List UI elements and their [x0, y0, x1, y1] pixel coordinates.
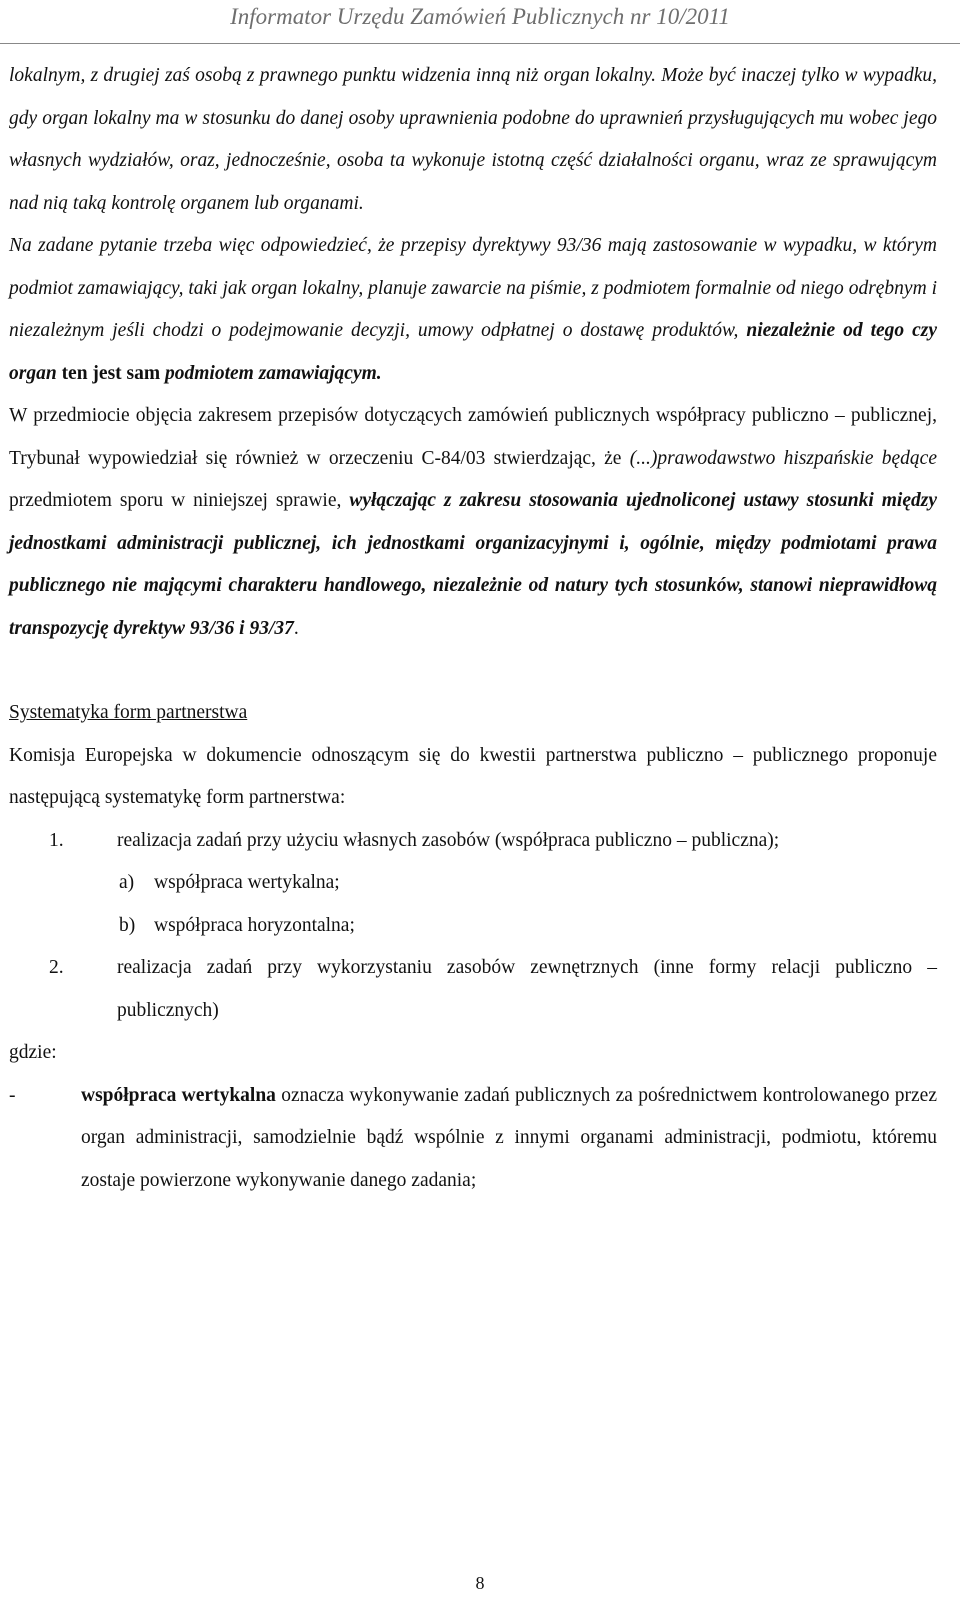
list-item-number: 2. [49, 957, 64, 978]
spacer [9, 650, 937, 692]
paragraph-3-quote-start: (...)prawodawstwo hiszpańskie będące [629, 447, 937, 469]
definition-term: współpraca wertykalna [81, 1084, 276, 1106]
list-item-text: realizacja zadań przy wykorzystaniu zasobów zewnętrznych (inne formy relacji publiczno – publicznych) [117, 957, 937, 1021]
list-item-number: 1. [49, 829, 64, 851]
paragraph-3-end: . [293, 617, 299, 639]
sub-list-item-text: współpraca horyzontalna; [154, 914, 355, 936]
list-item [9, 820, 937, 863]
section-heading-text: Systematyka form partnerstwa [9, 702, 248, 723]
paragraph-1: lokalnym, z drugiej zaś osobą z prawnego punktu widzenia inną niż organ lokalny. Może być inaczej tylko w wypadku, gdy organ lokalny ma w stosunku do danej osoby uprawnienia podobne do uprawnień przysługujących mu wobec jego własnych wydziałów, oraz, jednocześnie, osoba ta wykonuje istotną część działalności organu, wraz ze sprawującym nad nią taką kontrolę organem lub organami. [9, 65, 937, 214]
paragraph-2-bold: ten jest sam [61, 362, 161, 384]
sub-list-item [9, 905, 937, 948]
definition-item [9, 1075, 937, 1203]
section-intro: Komisja Europejska w dokumencie odnoszącym się do kwestii partnerstwa publiczno – publicznego proponuje następującą systematykę form partnerstwa: [9, 744, 937, 808]
definition-dash: - [9, 1084, 16, 1106]
paragraph-3-text: W przedmiocie objęcia zakresem przepisów dotyczących zamówień publicznych współpracy publiczno – publicznej, Trybunał wypowiedział się również w orzeczeniu C-84/03 stwierdzając, że [9, 405, 937, 469]
list-item-text: realizacja zadań przy użyciu własnych zasobów (współpraca publiczno – publiczna); [117, 829, 780, 851]
paragraph-2-text: Na zadane pytanie trzeba więc odpowiedzieć, że przepisy dyrektywy 93/36 mają zastosowanie w wypadku, w którym podmiot zamawiający, taki jak organ lokalny, planuje zawarcie na piśmie, z podmiotem formalnie od niego odrębnym i niezależnym jeśli chodzi o podejmowanie decyzji, umowy odpłatnej o dostawę produktów, [9, 235, 937, 341]
page-number: 8 [475, 1573, 485, 1593]
running-header: Informator Urzędu Zamówień Publicznych nr 10/2011 [230, 4, 730, 29]
paragraph-2 [9, 225, 937, 395]
paragraph-2-emphasis: niezależnie od tego czy organ [9, 320, 937, 384]
list-item [9, 947, 937, 1032]
paragraph-2-emphasis-end: podmiotem zamawiającym. [165, 362, 382, 384]
sub-list-item [9, 862, 937, 905]
header-rule [0, 43, 960, 44]
page-body [9, 55, 937, 1202]
section-heading [9, 692, 937, 735]
paragraph-3 [9, 395, 937, 650]
sub-list-item-letter: a) [119, 872, 135, 893]
gdzie-label: gdzie: [9, 1042, 57, 1063]
sub-list-item-letter: b) [119, 914, 136, 936]
paragraph-3-quote-mid: przedmiotem sporu w niniejszej sprawie, [9, 490, 342, 511]
sub-list-item-text: współpraca wertykalna; [154, 872, 340, 893]
definition-text: oznacza wykonywanie zadań publicznych za pośrednictwem kontrolowanego przez organ administracji, samodzielnie bądź wspólnie z innymi organami administracji, podmiotu, któremu zostaje powierzone wykonywanie danego zadania; [81, 1084, 937, 1191]
paragraph-3-quote-emphasis: wyłączając z zakresu stosowania ujednoliconej ustawy stosunki między jednostkami administracji publicznej, ich jednostkami organizacyjnymi i, ogólnie, między podmiotami prawa publicznego nie mającymi charakteru handlowego, niezależnie od natury tych stosunków, stanowi nieprawidłową transpozycję dyrektyw 93/36 i 93/37 [9, 490, 938, 639]
